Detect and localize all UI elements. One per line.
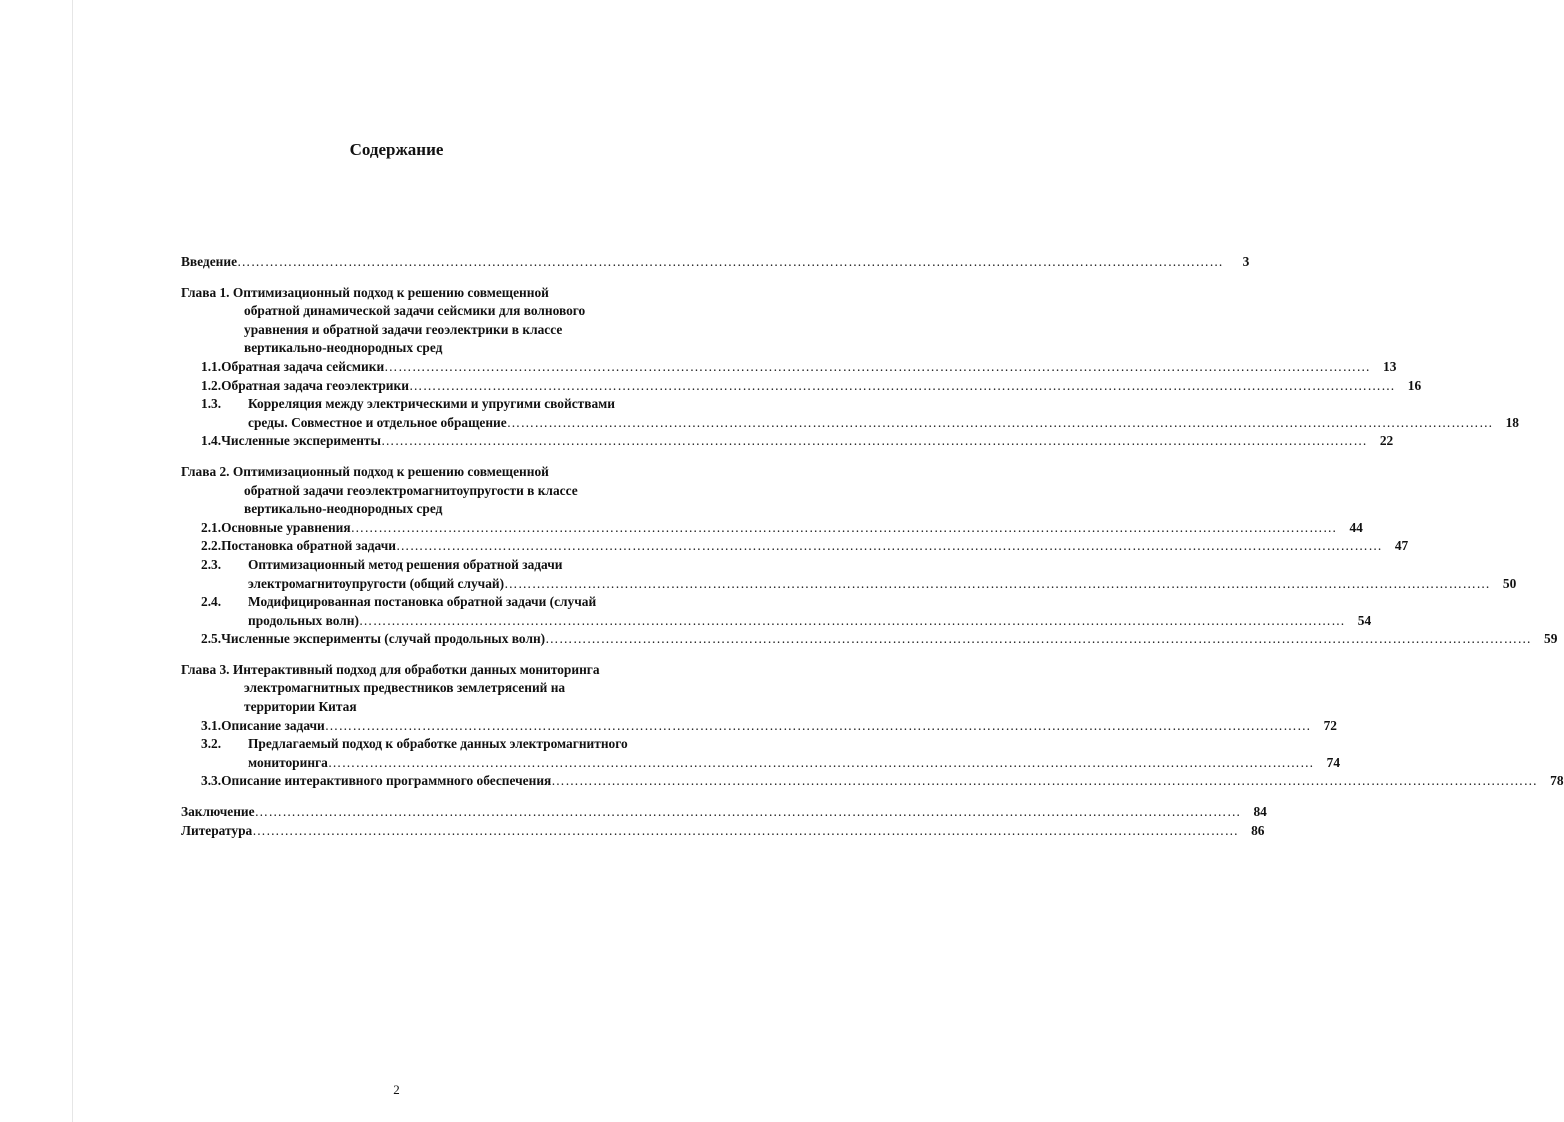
dot-leader: …………………………………………………………………………………………………………………………………………………………………………………………… xyxy=(545,631,1532,647)
toc-page-number: 44 xyxy=(1349,519,1363,535)
chapter-heading-cont: электромагнитных предвестников землетрясений на xyxy=(244,680,566,696)
section-number: 2.5. xyxy=(201,631,222,647)
toc-intro xyxy=(181,253,1250,272)
chapter-heading[interactable]: Глава 2. Оптимизационный подход к решению совмещенной xyxy=(181,463,549,479)
toc-page-number: 54 xyxy=(1357,612,1372,628)
dot-leader: …………………………………………………………………………………………………………………………………………………………………………………………… xyxy=(395,538,1383,554)
toc-page-number: 78 xyxy=(1550,773,1564,789)
section-title-cont: электромагнитоупругости (общий случай) xyxy=(248,575,505,591)
page-number: 2 xyxy=(393,1082,400,1097)
toc-page-number: 59 xyxy=(1544,631,1558,647)
section-number: 3.2. xyxy=(201,736,222,752)
table-of-contents xyxy=(181,253,1564,840)
section-title: Численные эксперименты (случай продольных волн) xyxy=(221,631,546,647)
toc-section[interactable] xyxy=(181,772,1564,791)
chapter-heading[interactable]: Глава 3. Интерактивный подход для обработки данных мониторинга xyxy=(181,661,600,677)
section-number: 2.3. xyxy=(201,556,222,572)
toc-section-cont xyxy=(181,414,1519,433)
section-title-cont: мониторинга xyxy=(248,754,328,770)
toc-section[interactable] xyxy=(181,556,718,575)
toc-section[interactable] xyxy=(181,537,1409,556)
dot-leader: …………………………………………………………………………………………………………………………………………………………………………………………… xyxy=(506,414,1493,430)
toc-section[interactable] xyxy=(181,630,1558,649)
toc-chapter-3 xyxy=(181,661,1564,791)
toc-page-number: 22 xyxy=(1379,433,1394,449)
toc-ending xyxy=(181,803,1267,840)
toc-entry[interactable] xyxy=(181,822,1265,841)
toc-section-cont xyxy=(181,612,1372,631)
section-number: 1.4. xyxy=(201,433,222,449)
chapter-heading[interactable]: Глава 1. Оптимизационный подход к решению совмещенной xyxy=(181,284,549,300)
toc-section[interactable] xyxy=(181,519,1363,538)
section-number: 3.1. xyxy=(201,717,222,733)
dot-leader: …………………………………………………………………………………………………………………………………………………………………………………………… xyxy=(408,377,1396,393)
chapter-heading-cont: обратной динамической задачи сейсмики для волнового xyxy=(244,303,586,319)
section-title: Корреляция между электрическими и упругими свойствами xyxy=(248,396,615,412)
scan-edge-line xyxy=(72,0,73,1122)
toc-page-number: 3 xyxy=(1242,254,1250,269)
toc-section-cont xyxy=(181,575,1517,594)
toc-section[interactable] xyxy=(181,593,718,612)
toc-entry-text: Литература xyxy=(181,822,253,838)
dot-leader: …………………………………………………………………………………………………………………………………………………………………………………………… xyxy=(380,433,1368,449)
section-title-cont: продольных волн) xyxy=(248,612,359,628)
dot-leader: …………………………………………………………………………………………………………………………………………………………………………………………… xyxy=(324,717,1311,733)
toc-page-number: 13 xyxy=(1383,358,1397,374)
dot-leader: …………………………………………………………………………………………………………………………………………………………………………………………… xyxy=(384,358,1371,374)
toc-page-number: 50 xyxy=(1502,575,1517,591)
section-title: Основные уравнения xyxy=(221,519,351,535)
toc-entry-text: Введение xyxy=(181,254,238,269)
dot-leader: …………………………………………………………………………………………………………………………………………………………………………………………… xyxy=(327,754,1315,770)
chapter-heading-cont: обратной задачи геоэлектромагнитоупругости в классе xyxy=(244,482,578,498)
chapter-heading-cont: вертикально-неоднородных сред xyxy=(244,501,443,517)
section-number: 1.2. xyxy=(201,377,222,393)
section-title: Постановка обратной задачи xyxy=(221,538,396,554)
section-number: 1.3. xyxy=(201,396,222,412)
section-title: Обратная задача геоэлектрики xyxy=(221,377,409,393)
section-title: Предлагаемый подход к обработке данных электромагнитного xyxy=(248,736,628,752)
toc-page-number: 18 xyxy=(1505,414,1519,430)
toc-entry-text: Заключение xyxy=(181,804,255,820)
section-number: 1.1. xyxy=(201,358,222,374)
toc-section[interactable] xyxy=(181,432,1394,451)
toc-section[interactable] xyxy=(181,377,1422,396)
toc-section-cont xyxy=(181,754,1341,773)
section-title: Описание задачи xyxy=(221,717,325,733)
section-title: Модифицированная постановка обратной задачи (случай xyxy=(248,594,597,610)
toc-page-number: 86 xyxy=(1251,822,1265,838)
section-title: Описание интерактивного программного обеспечения xyxy=(221,773,552,789)
toc-section[interactable] xyxy=(181,395,718,414)
chapter-heading-cont: уравнения и обратной задачи геоэлектрики в классе xyxy=(244,321,563,337)
toc-entry[interactable] xyxy=(181,253,1250,272)
dot-leader: …………………………………………………………………………………………………………………………………………………………………………………………… xyxy=(254,804,1241,820)
dot-leader: …………………………………………………………………………………………………………………………………………………………………………………………… xyxy=(358,612,1346,628)
section-title: Численные эксперименты xyxy=(221,433,381,449)
dot-leader: …………………………………………………………………………………………………………………………………………………………………………………………… xyxy=(551,773,1538,789)
section-number: 2.2. xyxy=(201,538,222,554)
page-title: Содержание xyxy=(349,140,444,159)
section-title-cont: среды. Совместное и отдельное обращение xyxy=(248,414,507,430)
section-title: Оптимизационный метод решения обратной задачи xyxy=(248,556,563,572)
toc-page-number: 47 xyxy=(1394,538,1409,554)
section-number: 3.3. xyxy=(201,773,222,789)
toc-section[interactable] xyxy=(181,717,1337,736)
toc-page-number: 72 xyxy=(1323,717,1337,733)
toc-section[interactable] xyxy=(181,735,718,754)
toc-entry[interactable] xyxy=(181,803,1267,822)
toc-chapter-1 xyxy=(181,284,1519,451)
chapter-heading-cont: вертикально-неоднородных сред xyxy=(244,340,443,356)
toc-section[interactable] xyxy=(181,358,1397,377)
section-number: 2.4. xyxy=(201,594,222,610)
dot-leader: …………………………………………………………………………………………………………………………………………………………………………………………… xyxy=(504,575,1491,591)
dot-leader: …………………………………………………………………………………………………………………………………………………………………………………………… xyxy=(237,254,1224,269)
dot-leader: …………………………………………………………………………………………………………………………………………………………………………………………… xyxy=(350,519,1337,535)
chapter-heading-cont: территории Китая xyxy=(244,699,357,715)
toc-page-number: 84 xyxy=(1253,804,1267,820)
dot-leader: …………………………………………………………………………………………………………………………………………………………………………………………… xyxy=(252,822,1239,838)
toc-page-number: 16 xyxy=(1407,377,1422,393)
section-number: 2.1. xyxy=(201,519,222,535)
toc-chapter-2 xyxy=(181,463,1558,649)
section-title: Обратная задача сейсмики xyxy=(221,358,385,374)
toc-page-number: 74 xyxy=(1326,754,1341,770)
